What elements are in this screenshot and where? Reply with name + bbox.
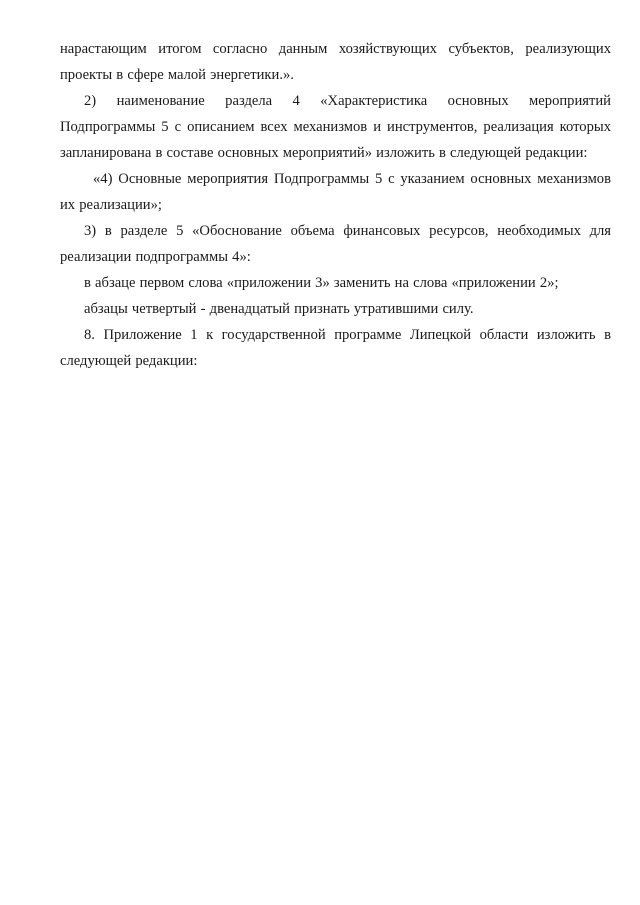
paragraph-item-8: 8. Приложение 1 к государственной программе Липецкой области изложить в следующей редакции: <box>60 327 611 369</box>
paragraph-quoted-section-title: «4) Основные мероприятия Подпрограммы 5 с указанием основных механизмов их реализации»; <box>60 171 611 213</box>
paragraph-item-3: 3) в разделе 5 «Обоснование объема финансовых ресурсов, необходимых для реализации подпрограммы 4»: <box>60 223 611 265</box>
paragraph-invalidate-paragraphs: абзацы четвертый - двенадцатый признать утратившими силу. <box>84 301 474 317</box>
paragraph-replace-words: в абзаце первом слова «приложении 3» заменить на слова «приложении 2»; <box>84 275 559 291</box>
paragraph-item-2: 2) наименование раздела 4 «Характеристика основных мероприятий Подпрограммы 5 с описанием всех механизмов и инструментов, реализация которых запланирована в составе основных мероприятий» изложить в следующей редакции: <box>60 93 611 161</box>
document-body <box>60 36 611 374</box>
paragraph-continuation: нарастающим итогом согласно данным хозяйствующих субъектов, реализующих проекты в сфере малой энергетики.». <box>60 41 611 83</box>
